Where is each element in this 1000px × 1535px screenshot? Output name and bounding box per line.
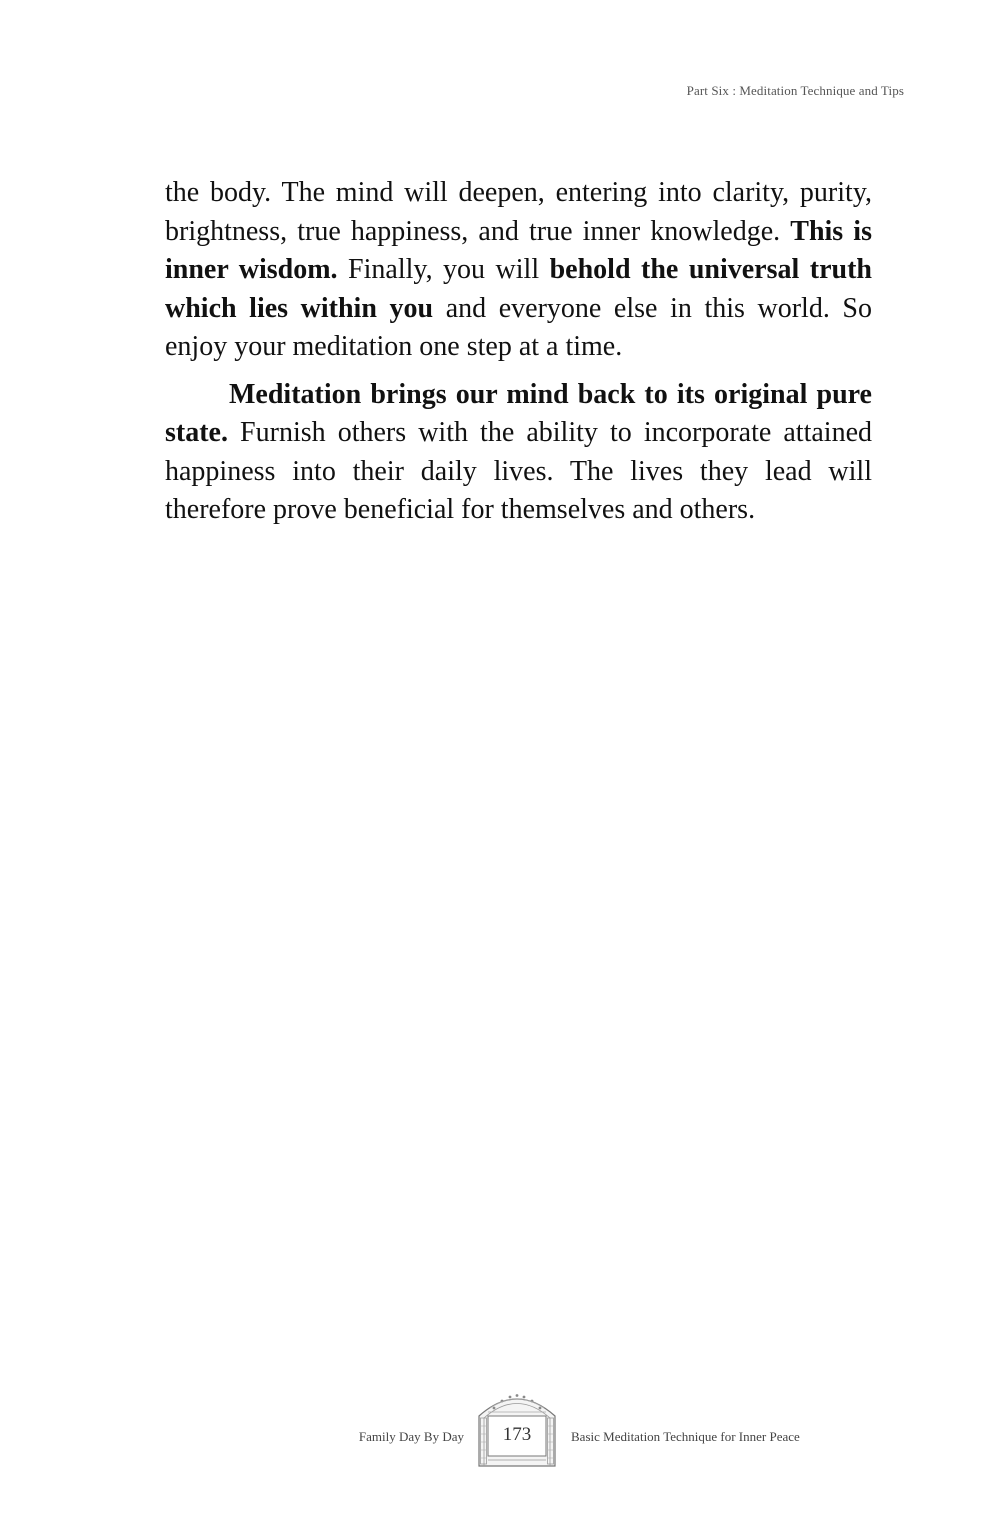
bold-phrase: behold the universal truth which lies within you (165, 254, 872, 324)
bold-phrase: Meditation brings our mind back to its original pure state. (165, 378, 872, 448)
bold-phrase: This is inner wisdom. (165, 215, 872, 285)
footer-chapter-title: Basic Meditation Technique for Inner Peace (571, 1429, 800, 1444)
paragraph (165, 174, 872, 367)
page-footer (0, 1386, 1000, 1470)
paragraph (165, 376, 872, 530)
footer-book-title: Family Day By Day (358, 1429, 464, 1444)
text-run: Finally, you will (337, 254, 550, 285)
text-run: Furnish others with the ability to incorporate attained happiness into their daily lives. The lives they lead will therefore prove beneficial for themselves and others. (165, 417, 872, 525)
text-run: and everyone else in this world. So enjoy your meditation one step at a time. (165, 292, 873, 362)
body-text (165, 174, 872, 530)
running-header: Part Six : Meditation Technique and Tips (686, 83, 904, 98)
text-run: the body. The mind will deepen, entering into clarity, purity, brightness, true happiness, and true inner knowledge. (165, 177, 872, 247)
page-number: 173 (502, 1424, 532, 1445)
